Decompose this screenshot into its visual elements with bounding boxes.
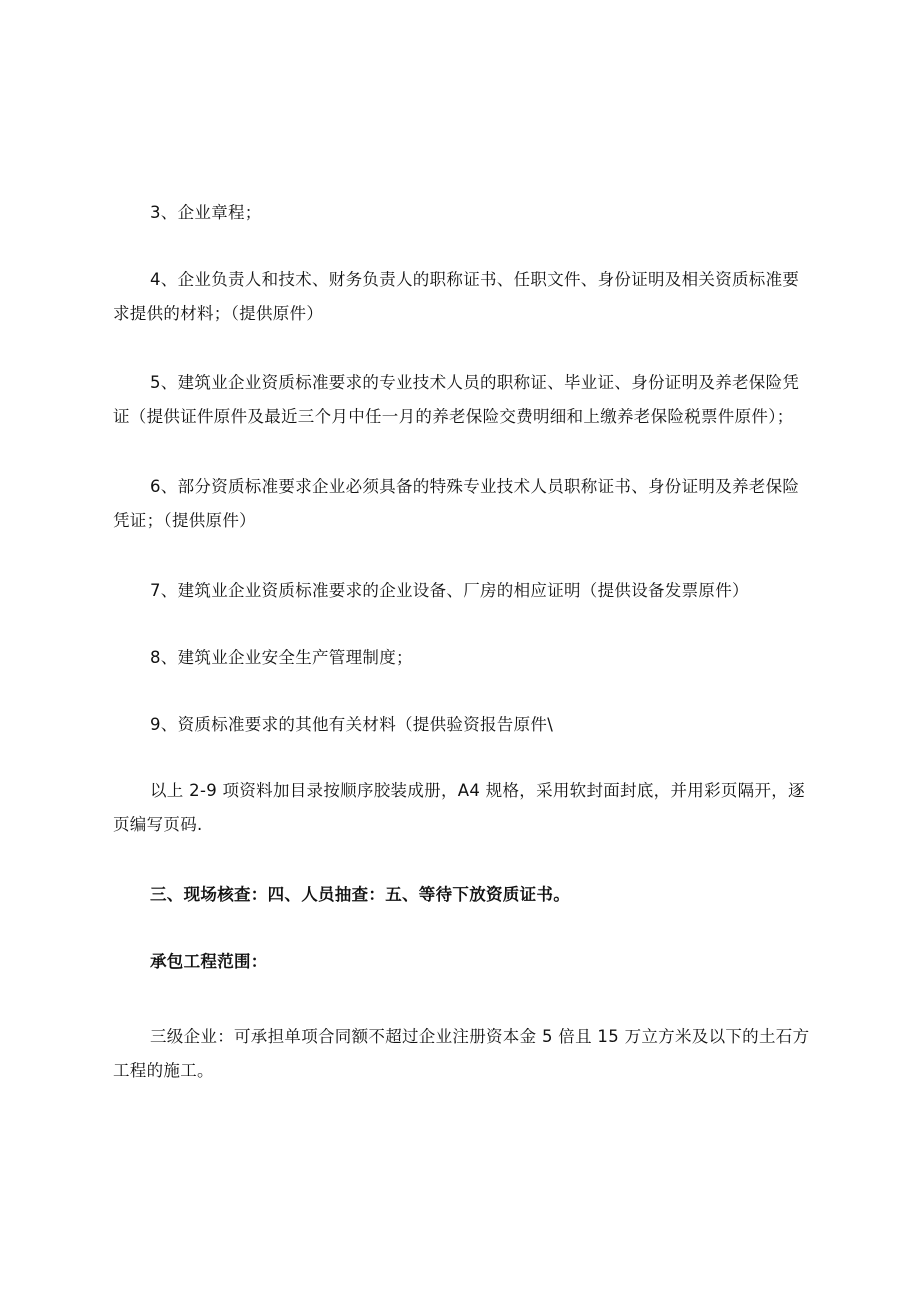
- steps-heading: 三、现场核查：四、人员抽查：五、等待下放资质证书。: [150, 885, 570, 904]
- list-item-3: 3、企业章程；: [150, 203, 262, 222]
- list-item-9: 9、资质标准要求的其他有关材料（提供验资报告原件\: [150, 715, 554, 734]
- binding-instructions: 以上 2-9 项资料加目录按顺序胶装成册，A4 规格，采用软封面封底，并用彩页隔开，逐页编写页码.: [113, 781, 805, 834]
- scope-description: 三级企业：可承担单项合同额不超过企业注册资本金 5 倍且 15 万立方米及以下的土石方工程的施工。: [113, 1027, 810, 1080]
- list-item-8: 8、建筑业企业安全生产管理制度；: [150, 648, 413, 667]
- list-item-5: 5、建筑业企业资质标准要求的专业技术人员的职称证、毕业证、身份证明及养老保险凭证（提供证件原件及最近三个月中任一月的养老保险交费明细和上缴养老保险税票件原件）；: [113, 373, 800, 426]
- list-item-6: 6、部分资质标准要求企业必须具备的特殊专业技术人员职称证书、身份证明及养老保险凭证；（提供原件）: [113, 477, 800, 530]
- scope-heading: 承包工程范围：: [150, 952, 268, 971]
- list-item-7: 7、建筑业企业资质标准要求的企业设备、厂房的相应证明（提供设备发票原件）: [150, 581, 749, 600]
- list-item-4: 4、企业负责人和技术、财务负责人的职称证书、任职文件、身份证明及相关资质标准要求提供的材料；（提供原件）: [113, 270, 800, 323]
